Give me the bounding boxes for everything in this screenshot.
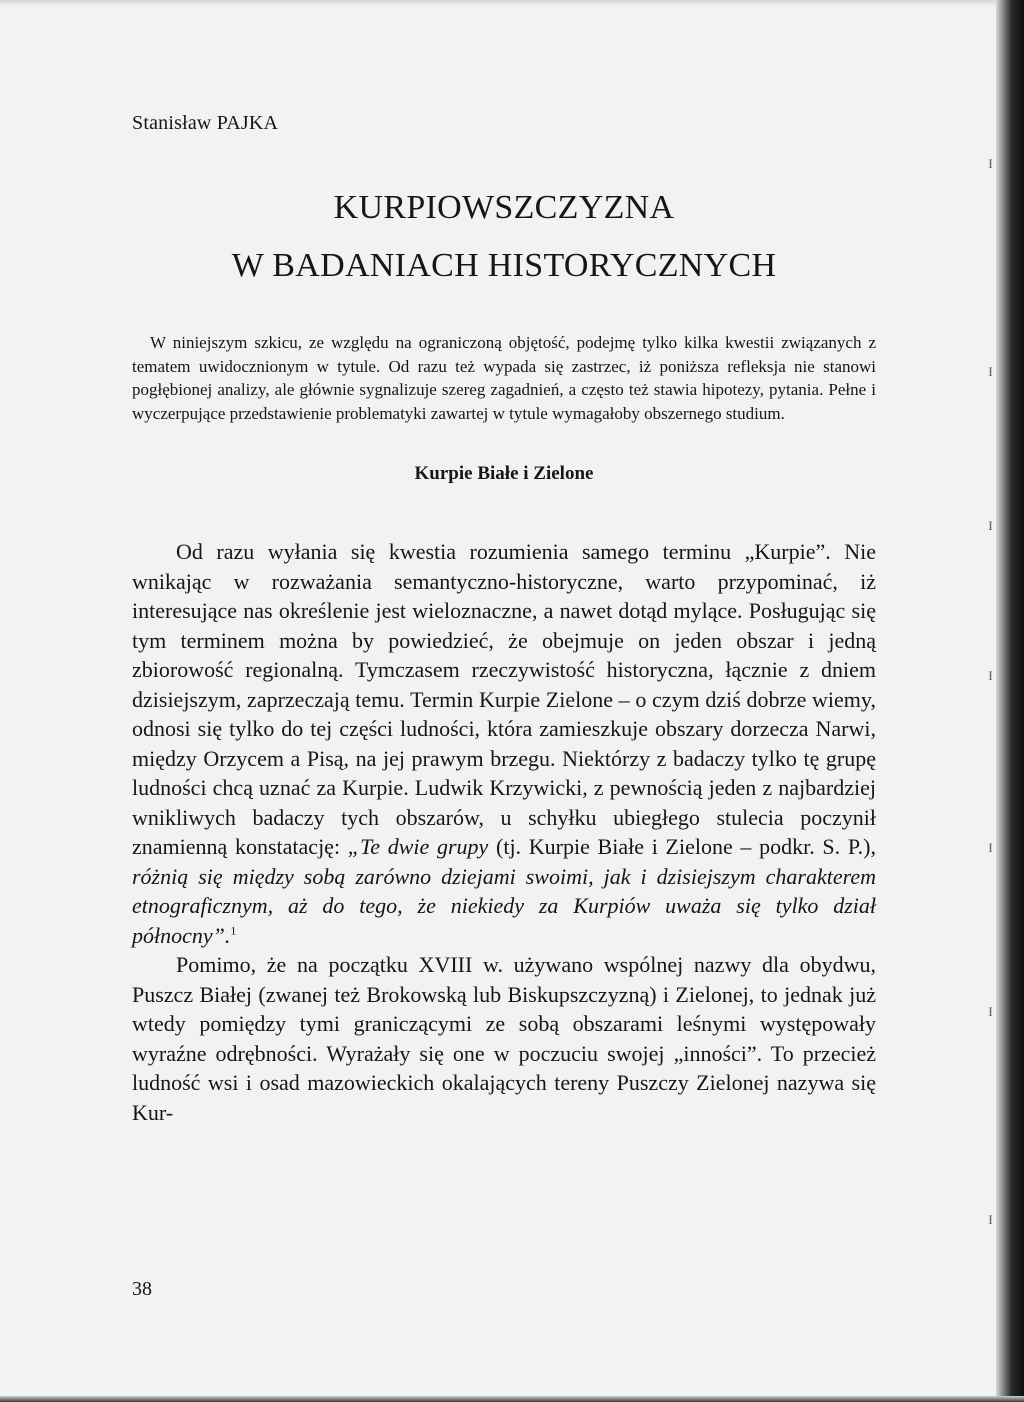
- body-paragraph-2: Pomimo, że na początku XVIII w. używano wspólnej nazwy dla obydwu, Puszcz Białej (zwanej też Brokowską lub Biskupszczyzną) i Zielonej, to jednak już wtedy pomiędzy tymi graniczącymi ze sobą obszarami leśnymi występowały wyraźne odrębności. Wyrażały się one w poczuciu swojej „inności”. To przecież ludność wsi i osad mazowieckich okalających tereny Puszczy Zielonej nazywa się Kur-: [132, 952, 876, 1125]
- quote-start: „Te dwie grupy: [347, 834, 489, 859]
- body-paragraph-1: [132, 537, 876, 950]
- scan-top-edge: [0, 0, 1024, 6]
- margin-mark: ɪ: [988, 836, 994, 856]
- scan-bottom-edge: [0, 1396, 1024, 1402]
- abstract-paragraph: W niniejszym szkicu, ze względu na ograniczoną objętość, podejmę tylko kilka kwestii związanych z tematem uwidocznionym w tytule. Od razu też wypada się zastrzec, iż poniższa refleksja nie stanowi pogłębionej analizy, ale głównie sygnalizuje szereg zagadnień, a często też stawia hipotezy, pytania. Pełne i wyczerpujące przedstawienie problematyki zawartej w tytule wymagałoby obszernego studium.: [132, 333, 876, 423]
- page-number: 38: [132, 1278, 152, 1300]
- author-name: Stanisław PAJKA: [132, 112, 279, 134]
- margin-mark: ɪ: [988, 664, 994, 684]
- paragraph-1-text: Od razu wyłania się kwestia rozumienia samego terminu „Kurpie”. Nie wnikając w rozważania semantyczno-historyczne, warto przypominać, iż interesujące nas określenie jest wieloznaczne, a nawet dotąd mylące. Posługując się tym terminem można by powiedzieć, że obejmuje on jeden obszar i jedną zbiorowość regionalną. Tymczasem rzeczywistość historyczna, łącznie z dniem dzisiejszym, zaprzeczają temu. Termin Kurpie Zielone – o czym dziś dobrze wiemy, odnosi się tylko do tej części ludności, która zamieszkuje obszary dorzecza Narwi, między Orzycem a Pisą, na jej prawym brzegu. Niektórzy z badaczy tylko tę grupę ludności chcą uznać za Kurpie. Ludwik Krzywicki, z pewnością jeden z najbardziej wnikliwych badaczy tych obszarów, u schyłku ubiegłego stulecia poczynił znamienną konstatację:: [132, 539, 876, 859]
- quote-end: różnią się między sobą zarówno dziejami swoimi, jak i dzisiejszym charakterem etnograficznym, aż do tego, że niekiedy za Kurpiów uważa się tylko dział północny”.: [132, 863, 876, 948]
- quote-middle: (tj. Kurpie Białe i Zielone – podkr. S. P.),: [488, 834, 877, 859]
- margin-mark: ɪ: [988, 152, 994, 172]
- margin-mark: ɪ: [988, 1000, 994, 1020]
- section-heading: Kurpie Białe i Zielone: [414, 463, 594, 484]
- scan-binding-shadow: [996, 0, 1024, 1402]
- margin-mark: ɪ: [988, 360, 994, 380]
- page-content: [132, 112, 876, 1127]
- footnote-marker: 1: [230, 923, 237, 938]
- article-title: [132, 179, 876, 295]
- margin-mark: ɪ: [988, 514, 994, 534]
- margin-mark: ɪ: [988, 1208, 994, 1228]
- title-line-2: W BADANIACH HISTORYCZNYCH: [231, 247, 777, 284]
- title-line-1: KURPIOWSZCZYZNA: [333, 189, 675, 226]
